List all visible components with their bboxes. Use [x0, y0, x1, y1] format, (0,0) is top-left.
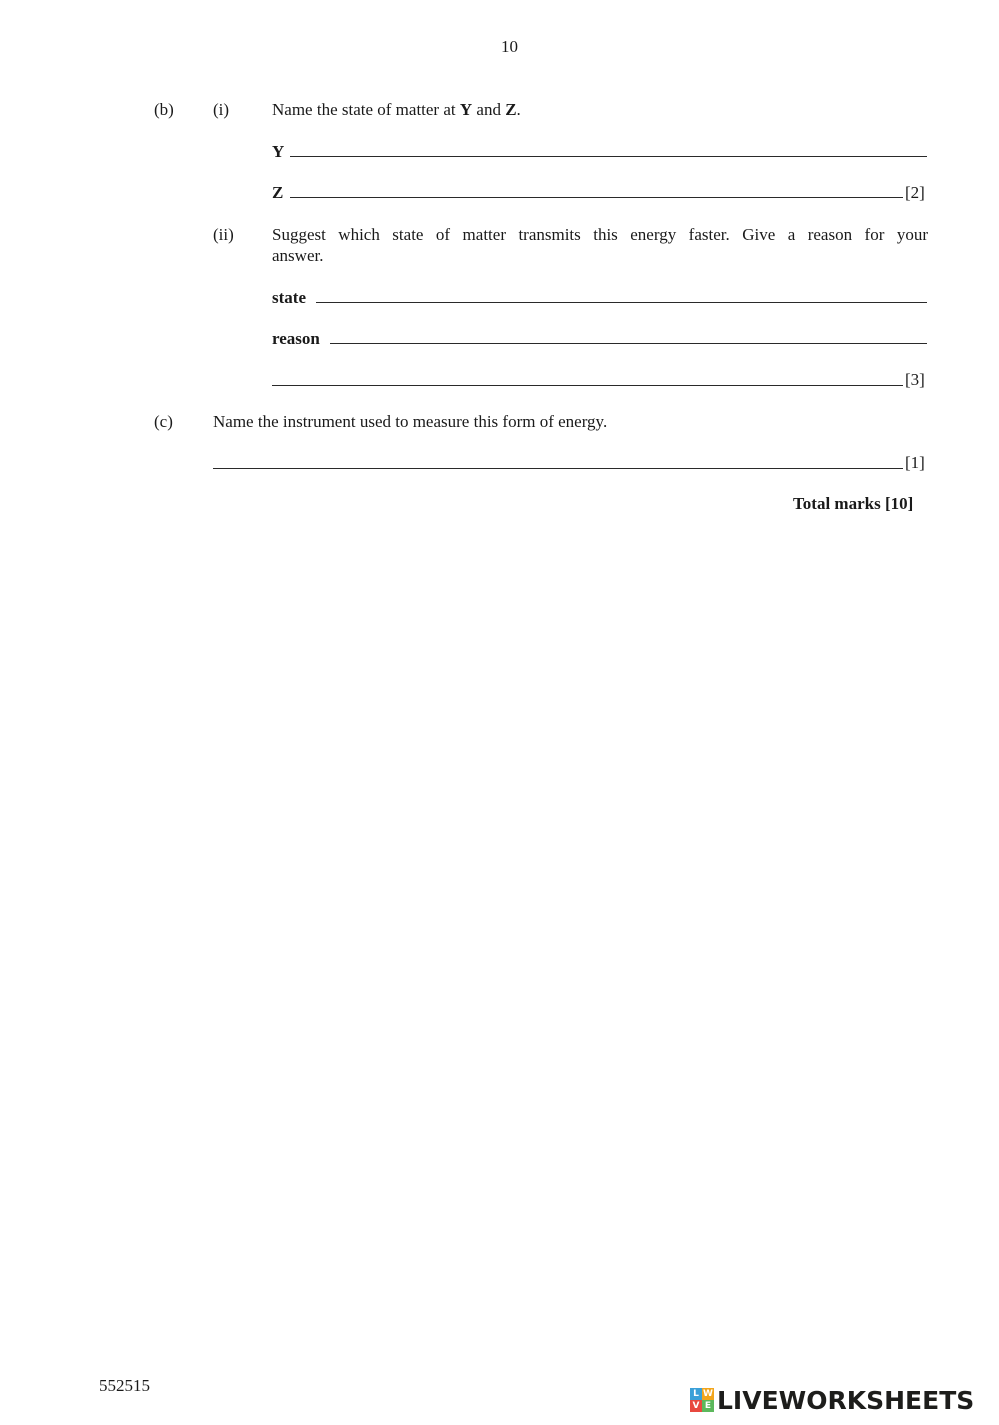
part-b-i-label: (i) — [213, 100, 230, 119]
part-b-i-question — [272, 100, 521, 120]
answer-line-z[interactable] — [290, 197, 903, 198]
answer-line-c[interactable] — [213, 468, 903, 469]
part-b-ii-label: (ii) — [213, 225, 234, 244]
part-b-ii-question-line1: Suggest which state of matter transmits this energy faster. Give a reason for your — [272, 225, 928, 244]
liveworksheets-icon — [690, 1388, 714, 1412]
answer-line-reason[interactable] — [330, 343, 927, 344]
answer-label-z: Z — [272, 183, 284, 202]
logo-icon-tile: E — [702, 1400, 714, 1412]
part-b-label: (b) — [154, 100, 174, 119]
marks-c: [1] — [905, 453, 925, 472]
question-and: and — [472, 100, 506, 119]
answer-label-state: state — [272, 288, 306, 307]
part-c-question: Name the instrument used to measure this form of energy. — [213, 412, 608, 431]
answer-line-reason-continued[interactable] — [272, 385, 903, 386]
footer-code: 552515 — [99, 1376, 150, 1395]
answer-line-y[interactable] — [290, 156, 927, 157]
question-end: . — [516, 100, 521, 119]
total-marks: Total marks [10] — [793, 494, 914, 513]
answer-label-y: Y — [272, 142, 285, 161]
question-text: Name the state of matter at — [272, 100, 460, 119]
page-number: 10 — [501, 37, 518, 56]
liveworksheets-logo-text: LIVEWORKSHEETS — [717, 1385, 975, 1415]
logo-icon-tile: W — [703, 1389, 713, 1399]
question-y: Y — [459, 100, 473, 119]
liveworksheets-logo — [690, 1384, 974, 1416]
marks-b-ii: [3] — [905, 370, 925, 389]
answer-label-reason: reason — [272, 329, 320, 348]
logo-icon-tile: L — [690, 1388, 702, 1400]
part-c-label: (c) — [154, 412, 173, 431]
marks-b-i: [2] — [905, 183, 925, 202]
answer-line-state[interactable] — [316, 302, 927, 303]
question-z: Z — [505, 100, 517, 119]
logo-icon-tile: V — [690, 1400, 702, 1412]
part-b-ii-question-line2: answer. — [272, 246, 324, 265]
